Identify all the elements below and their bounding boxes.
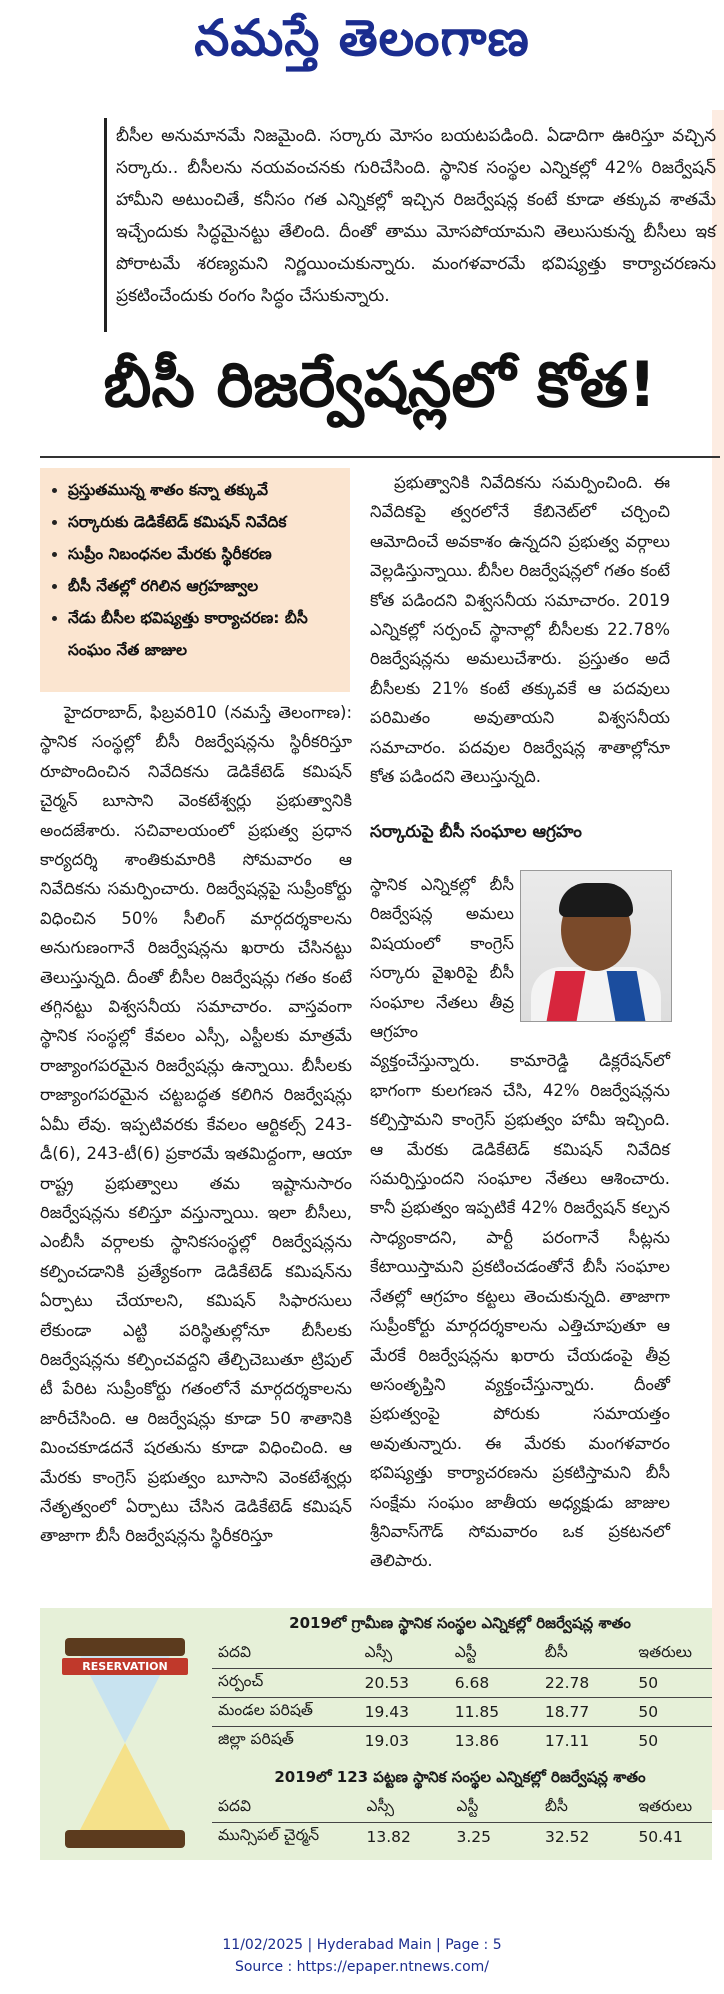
- table1-title: 2019లో గ్రామీణ స్థానిక సంస్థల ఎన్నికల్లో రిజర్వేషన్ల శాతం: [289, 1614, 631, 1632]
- table-cell: 19.43: [364, 1703, 410, 1721]
- right-column-bottom-text: స్థానిక ఎన్నికల్లో బీసీ రిజర్వేషన్ల అమలు విషయంలో కాంగ్రెస్‌ సర్కారు వైఖరిపై బీసీ సంఘాల నేతలు తీవ్ర ఆగ్రహం వ్యక్తంచేస్తున్నారు. కామారెడ్డి డిక్లరేషన్‌లో భాగంగా కులగణన చేసి, 42% రిజర్వేషన్లను కల్పిస్తామని కాంగ్రెస్‌ ప్రభుత్వం హామీ ఇచ్చింది. ఆ మేరకు డెడికేటెడ్‌ కమిషన్‌ నివేదిక సమర్పిస్తుందని సంఘాల నేతలు ఆశించారు. కానీ ప్రభుత్వం ఇప్పటికే 42% రిజర్వేషన్‌ కల్పన సాధ్యంకాదని, పార్టీ పరంగానే సీట్లను కేటాయిస్తామని ప్రకటించడంతోనే బీసీ సంఘాల నేతల్లో ఆగ్రహం కట్టలు తెంచుకున్నది. తాజాగా సుప్రీంకోర్టు మార్గదర్శకాలను ఎత్తిచూపుతూ ఆ మేరకే రిజర్వేషన్లను ఖరారు చేయడంపై తీవ్ర అసంతృప్తిని వ్యక్తంచేస్తున్నారు. దీంతో ప్రభుత్వంపై పోరుకు సమాయత్తం అవుతున్నారు. ఈ మేరకు మంగళవారం భవిష్యత్తు కార్యాచరణను ప్రకటిస్తామని బీసీ సంక్షేమ సంఘం జాతీయ అధ్యక్షుడు జాజుల శ్రీనివాస్‌గౌడ్‌ సోమవారం ఒక ప్రకటనలో తెలిపారు.: [370, 875, 670, 1571]
- headline: బీసీ రిజర్వేషన్లలో కోత!: [103, 348, 657, 421]
- table-cell: సర్పంచ్‌: [218, 1672, 264, 1690]
- table-cell: 13.82: [366, 1828, 411, 1846]
- table-header: ఇతరులు: [638, 1797, 693, 1815]
- headline-rule: [40, 456, 720, 458]
- table-cell: 13.86: [454, 1732, 500, 1750]
- edition-info: 11/02/2025 | Hyderabad Main | Page : 5: [222, 1937, 502, 1953]
- table-cell: 11.85: [454, 1703, 500, 1721]
- table-header: ఎస్సీ: [366, 1797, 395, 1815]
- table-cell: 22.78: [544, 1674, 590, 1692]
- reservation-tables: [40, 1608, 712, 1860]
- table-header: ఎస్టీ: [456, 1797, 479, 1815]
- table-cell: జిల్లా పరిషత్‌: [218, 1730, 294, 1748]
- table-cell: 19.03: [364, 1732, 410, 1750]
- table-header: పదవి: [218, 1643, 251, 1661]
- table-cell: 3.25: [456, 1828, 492, 1846]
- table-cell: 18.77: [544, 1703, 590, 1721]
- highlight-item: • బీసీ నేతల్లో రగిలిన ఆగ్రహజ్వాల: [68, 570, 340, 602]
- table-cell: 50: [638, 1732, 659, 1750]
- rural-reservation-table: [212, 1640, 712, 1755]
- reservation-label: RESERVATION: [62, 1658, 188, 1675]
- table-cell: 50.41: [638, 1828, 683, 1846]
- page-footer: [0, 1934, 724, 1978]
- highlight-item: • సుప్రీం నిబంధనల మేరకు స్థిరీకరణ: [68, 538, 340, 570]
- right-column-bottom: [370, 870, 670, 1576]
- table-cell: 20.53: [364, 1674, 410, 1692]
- highlights-box: [40, 468, 350, 692]
- table-cell: మున్సిపల్‌ చైర్మన్‌: [218, 1826, 320, 1844]
- table-cell: మండల పరిషత్‌: [218, 1701, 313, 1719]
- table-header: ఎస్టీ: [454, 1643, 477, 1661]
- table-cell: 32.52: [545, 1828, 590, 1846]
- left-column-text: హైదరాబాద్‌, ఫిబ్రవరి10 (నమస్తే తెలంగాణ): స్థానిక సంస్థల్లో బీసీ రిజర్వేషన్లను స్థిరీకరిస్తూ రూపొందించిన నివేదికను డెడికేటెడ్‌ కమిషన్‌ చైర్మన్‌ బూసాని వెంకటేశ్వర్లు ప్రభుత్వానికి అందజేశారు. సచివాలయంలో ప్రభుత్వ ప్రధాన కార్యదర్శి శాంతికుమారికి సోమవారం ఆ నివేదికను సమర్పించారు. రిజర్వేషన్లపై సుప్రీంకోర్టు విధించిన 50% సీలింగ్‌ మార్గదర్శకాలను అనుగుణంగానే రిజర్వేషన్లను ఖరారు చేసినట్టు తెలుస్తున్నది. దీంతో బీసీల రిజర్వేషన్లు గతం కంటే తగ్గినట్టు విశ్వసనీయ సమాచారం. వాస్తవంగా స్థానిక సంస్థల్లో కేవలం ఎస్సీ, ఎస్టీలకు మాత్రమే రాజ్యాంగపరమైన రిజర్వేషన్లు ఉన్నాయి. బీసీలకు రాజ్యాంగపరమైన చట్టబద్ధత కలిగిన రిజర్వేషన్లు ఏమీ లేవు. ఇప్పటివరకు కేవలం ఆర్టికల్స్‌ 243-డీ(6), 243-టీ(6) ప్రకారమే ఇతమిద్దంగా, ఆయా రాష్ట్ర ప్రభుత్వాలు తమ ఇష్టానుసారం రిజర్వేషన్లను కలిస్తూ వస్తున్నాయి. ఇలా బీసీలు, ఎంబీసీ వర్గాలకు స్థానికసంస్థల్లో రిజర్వేషన్లను కల్పించడానికి ప్రత్యేకంగా డెడికేటెడ్‌ కమిషన్‌ను ఏర్పాటు చేయాలని, కమిషన్‌ సిఫారసులు లేకుండా ఎట్టి పరిస్థితుల్లోనూ బీసీలకు రిజర్వేషన్లను కల్పించవద్దని తేల్చిచెబుతూ ట్రిపుల్‌ టీ పేరిట సుప్రీంకోర్టు గతంలోనే మార్గదర్శకాలను జారీచేసింది. ఆ రిజర్వేషన్లు కూడా 50 శాతానికి మించకూడదనే షరతును కూడా విధించింది. ఆ మేరకు కాంగ్రెస్‌ ప్రభుత్వం బూసాని వెంకటేశ్వర్లు నేతృత్వంలో ఏర్పాటు చేసిన డెడికేటెడ్‌ కమిషన్‌ తాజాగా బీసీ రిజర్వేషన్లను స్థిరీకరిస్తూ: [40, 703, 352, 1546]
- table-row: [212, 1727, 712, 1756]
- right-column-top-text: ప్రభుత్వానికి నివేదికను సమర్పించింది. ఈ నివేదికపై త్వరలోనే కేబినెట్‌లో చర్చించి ఆమోదించే అవకాశం ఉన్నదని ప్రభుత్వ వర్గాలు వెల్లడిస్తున్నాయి. బీసీల రిజర్వేషన్లలో గతం కంటే కోత పడిందని విశ్వసనీయ సమాచారం. 2019 ఎన్నికల్లో సర్పంచ్‌ స్థానాల్లో బీసీలకు 22.78% రిజర్వేషన్లను అమలుచేశారు. ప్రస్తుతం అదే బీసీలకు 21% కంటే తక్కువకే ఆ పదవులు పరిమితం అవుతాయని విశ్వసనీయ సమాచారం. పదవుల రిజర్వేషన్ల శాతాల్లోనూ కోత పడిందని తెలుస్తున్నది.: [370, 473, 670, 787]
- table-cell: 50: [638, 1703, 659, 1721]
- right-column-top: [370, 468, 670, 791]
- masthead-logo: నమస్తే తెలంగాణ: [194, 8, 530, 67]
- table2-title: 2019లో 123 పట్టణ స్థానిక సంస్థల ఎన్నికల్లో రిజర్వేషన్ల శాతం: [274, 1768, 646, 1786]
- table-cell: 17.11: [544, 1732, 590, 1750]
- table-row: [212, 1823, 712, 1852]
- table-header: ఎస్సీ: [364, 1643, 393, 1661]
- highlight-item: • ప్రస్తుతమున్న శాతం కన్నా తక్కువే: [68, 474, 340, 506]
- highlight-item: • నేడు బీసీల భవిష్యత్తు కార్యాచరణ: బీసీ సంఘం నేత జాజుల: [68, 602, 340, 666]
- left-column: [40, 698, 352, 1551]
- table-cell: 50: [638, 1674, 659, 1692]
- table-header: బీసీ: [545, 1797, 568, 1815]
- hourglass-icon: [50, 1638, 200, 1848]
- table-header: బీసీ: [544, 1643, 568, 1661]
- table-header: ఇతరులు: [638, 1643, 693, 1661]
- source-link[interactable]: Source : https://epaper.ntnews.com/: [234, 1959, 490, 1975]
- highlight-item: • సర్కారుకు డెడికేటెడ్‌ కమిషన్‌ నివేదిక: [68, 506, 340, 538]
- table-row: [212, 1698, 712, 1727]
- intro-paragraph: బీసీల అనుమానమే నిజమైంది. సర్కారు మోసం బయటపడింది. ఏడాదిగా ఊరిస్తూ వచ్చిన సర్కారు.. బీసీలను నయవంచనకు గురిచేసింది. స్థానిక సంస్థల ఎన్నికల్లో 42% రిజర్వేషన్‌ హామీని అటుంచితే, కనీసం గత ఎన్నికల్లో ఇచ్చిన రిజర్వేషన్ల కంటే కూడా తక్కువ శాతమే ఇచ్చేందుకు సిద్ధమైనట్టు తేలింది. దీంతో తాము మోసపోయామని తెలుసుకున్న బీసీలు ఇక పోరాటమే శరణ్యమని నిర్ణయించుకున్నారు. మంగళవారమే భవిష్యత్తు కార్యాచరణను ప్రకటించేందుకు రంగం సిద్ధం చేసుకున్నారు.: [116, 126, 716, 306]
- intro-rule: [104, 118, 107, 332]
- table-header: పదవి: [218, 1797, 251, 1815]
- table-cell: 6.68: [454, 1674, 490, 1692]
- subheading: సర్కారుపై బీసీ సంఘాల ఆగ్రహం: [370, 822, 582, 842]
- table-row: [212, 1669, 712, 1698]
- urban-reservation-table: [212, 1794, 712, 1851]
